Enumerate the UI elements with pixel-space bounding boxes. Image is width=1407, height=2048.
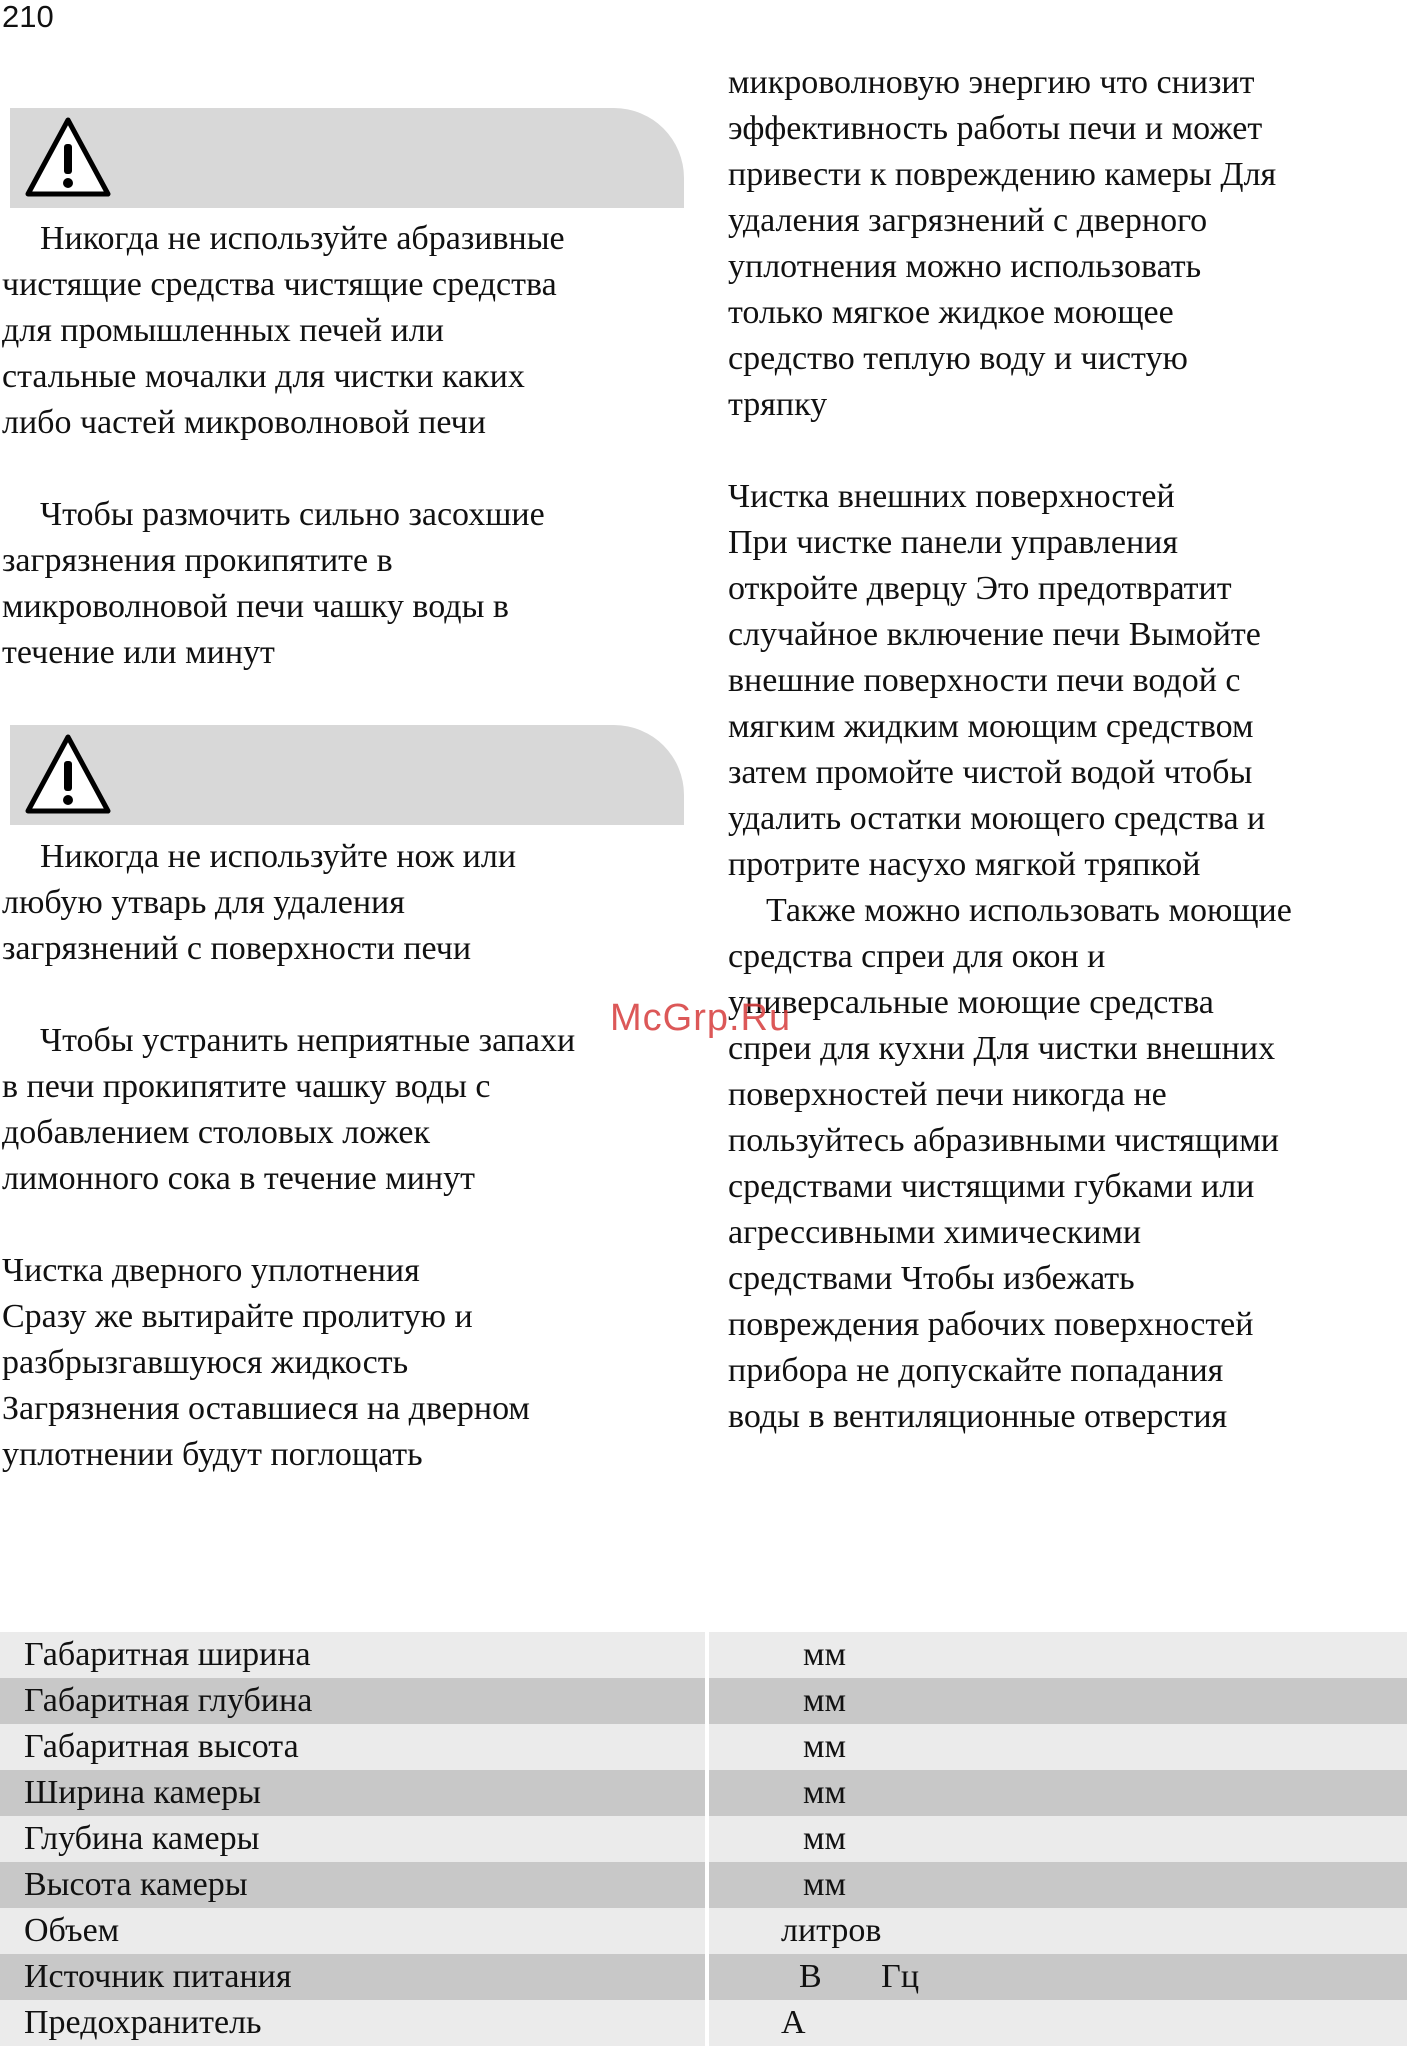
spec-label: Высота камеры <box>0 1862 709 1908</box>
table-row <box>0 1678 1407 1724</box>
spec-label: Габаритная ширина <box>0 1632 709 1678</box>
spec-label: Глубина камеры <box>0 1816 709 1862</box>
spec-table <box>0 1632 1407 2046</box>
spec-value: литров <box>781 1912 882 1949</box>
warning-banner-2 <box>10 725 684 825</box>
spec-value: мм <box>803 1728 847 1765</box>
spec-value: мм <box>803 1636 847 1673</box>
spec-label: Ширина камеры <box>0 1770 709 1816</box>
watermark: McGrp.Ru <box>610 997 792 1039</box>
table-row <box>0 1862 1407 1908</box>
spec-value: А <box>781 2004 806 2041</box>
spec-value: мм <box>803 1866 847 1903</box>
table-row <box>0 1908 1407 1954</box>
spec-label: Источник питания <box>0 1954 709 2000</box>
paragraph-door-seal: Сразу же вытирайте пролитую и разбрызгавшуюся жидкость Загрязнения оставшиеся на дверном уплотнении будут поглощать <box>2 1298 530 1473</box>
table-row <box>0 1724 1407 1770</box>
table-row <box>0 1770 1407 1816</box>
table-row <box>0 1632 1407 1678</box>
spec-value: мм <box>803 1682 847 1719</box>
spec-label: Объем <box>0 1908 709 1954</box>
table-row <box>0 2000 1407 2046</box>
spec-label: Габаритная глубина <box>0 1678 709 1724</box>
heading-outer-surfaces: Чистка внешних поверхностей <box>728 478 1175 515</box>
spec-label: Предохранитель <box>0 2000 709 2046</box>
warning-triangle-icon <box>20 731 116 817</box>
paragraph-door-seal-continued: микроволновую энергию что снизит эффективность работы печи и может привести к повреждению камеры Для удаления загрязнений с дверного уплотнения можно использовать только мягкое жидкое моющее средство теплую воду и чистую тряпку <box>728 64 1277 423</box>
spec-value: В Гц <box>799 1958 920 1995</box>
spec-value: мм <box>803 1774 847 1811</box>
page-number: 210 <box>2 0 54 34</box>
warning-triangle-icon <box>20 114 116 200</box>
spec-value: мм <box>803 1820 847 1857</box>
paragraph-soak-dirt: Чтобы размочить сильно засохшие загрязнения прокипятите в микроволновой печи чашку воды в течение или минут <box>2 496 545 671</box>
heading-door-seal: Чистка дверного уплотнения <box>2 1252 420 1289</box>
table-row <box>0 1816 1407 1862</box>
paragraph-odor-removal: Чтобы устранить неприятные запахи в печи прокипятите чашку воды с добавлением столовых ложек лимонного сока в течение минут <box>2 1022 576 1197</box>
paragraph-spray-cleaners: Также можно использовать моющие средства спреи для окон и универсальные моющие средства спреи для кухни Для чистки внешних поверхностей печи никогда не пользуйтесь абразивными чистящими средствами чистящими губками или агрессивными химическими средствами Чтобы избежать повреждения рабочих поверхностей прибора не допускайте попадания воды в вентиляционные отверстия <box>728 892 1292 1435</box>
paragraph-abrasive-warning: Никогда не используйте абразивные чистящие средства чистящие средства для промышленных печей или стальные мочалки для чистки каких либо частей микроволновой печи <box>2 220 565 441</box>
paragraph-knife-warning: Никогда не используйте нож или любую утварь для удаления загрязнений с поверхности печи <box>2 838 517 967</box>
spec-label: Габаритная высота <box>0 1724 709 1770</box>
table-row <box>0 1954 1407 2000</box>
warning-banner-1 <box>10 108 684 208</box>
paragraph-control-panel: При чистке панели управления откройте дверцу Это предотвратит случайное включение печи Вымойте внешние поверхности печи водой с мягким жидким моющим средством затем промойте чистой водой чтобы удалить остатки моющего средства и протрите насухо мягкой тряпкой <box>728 524 1266 883</box>
